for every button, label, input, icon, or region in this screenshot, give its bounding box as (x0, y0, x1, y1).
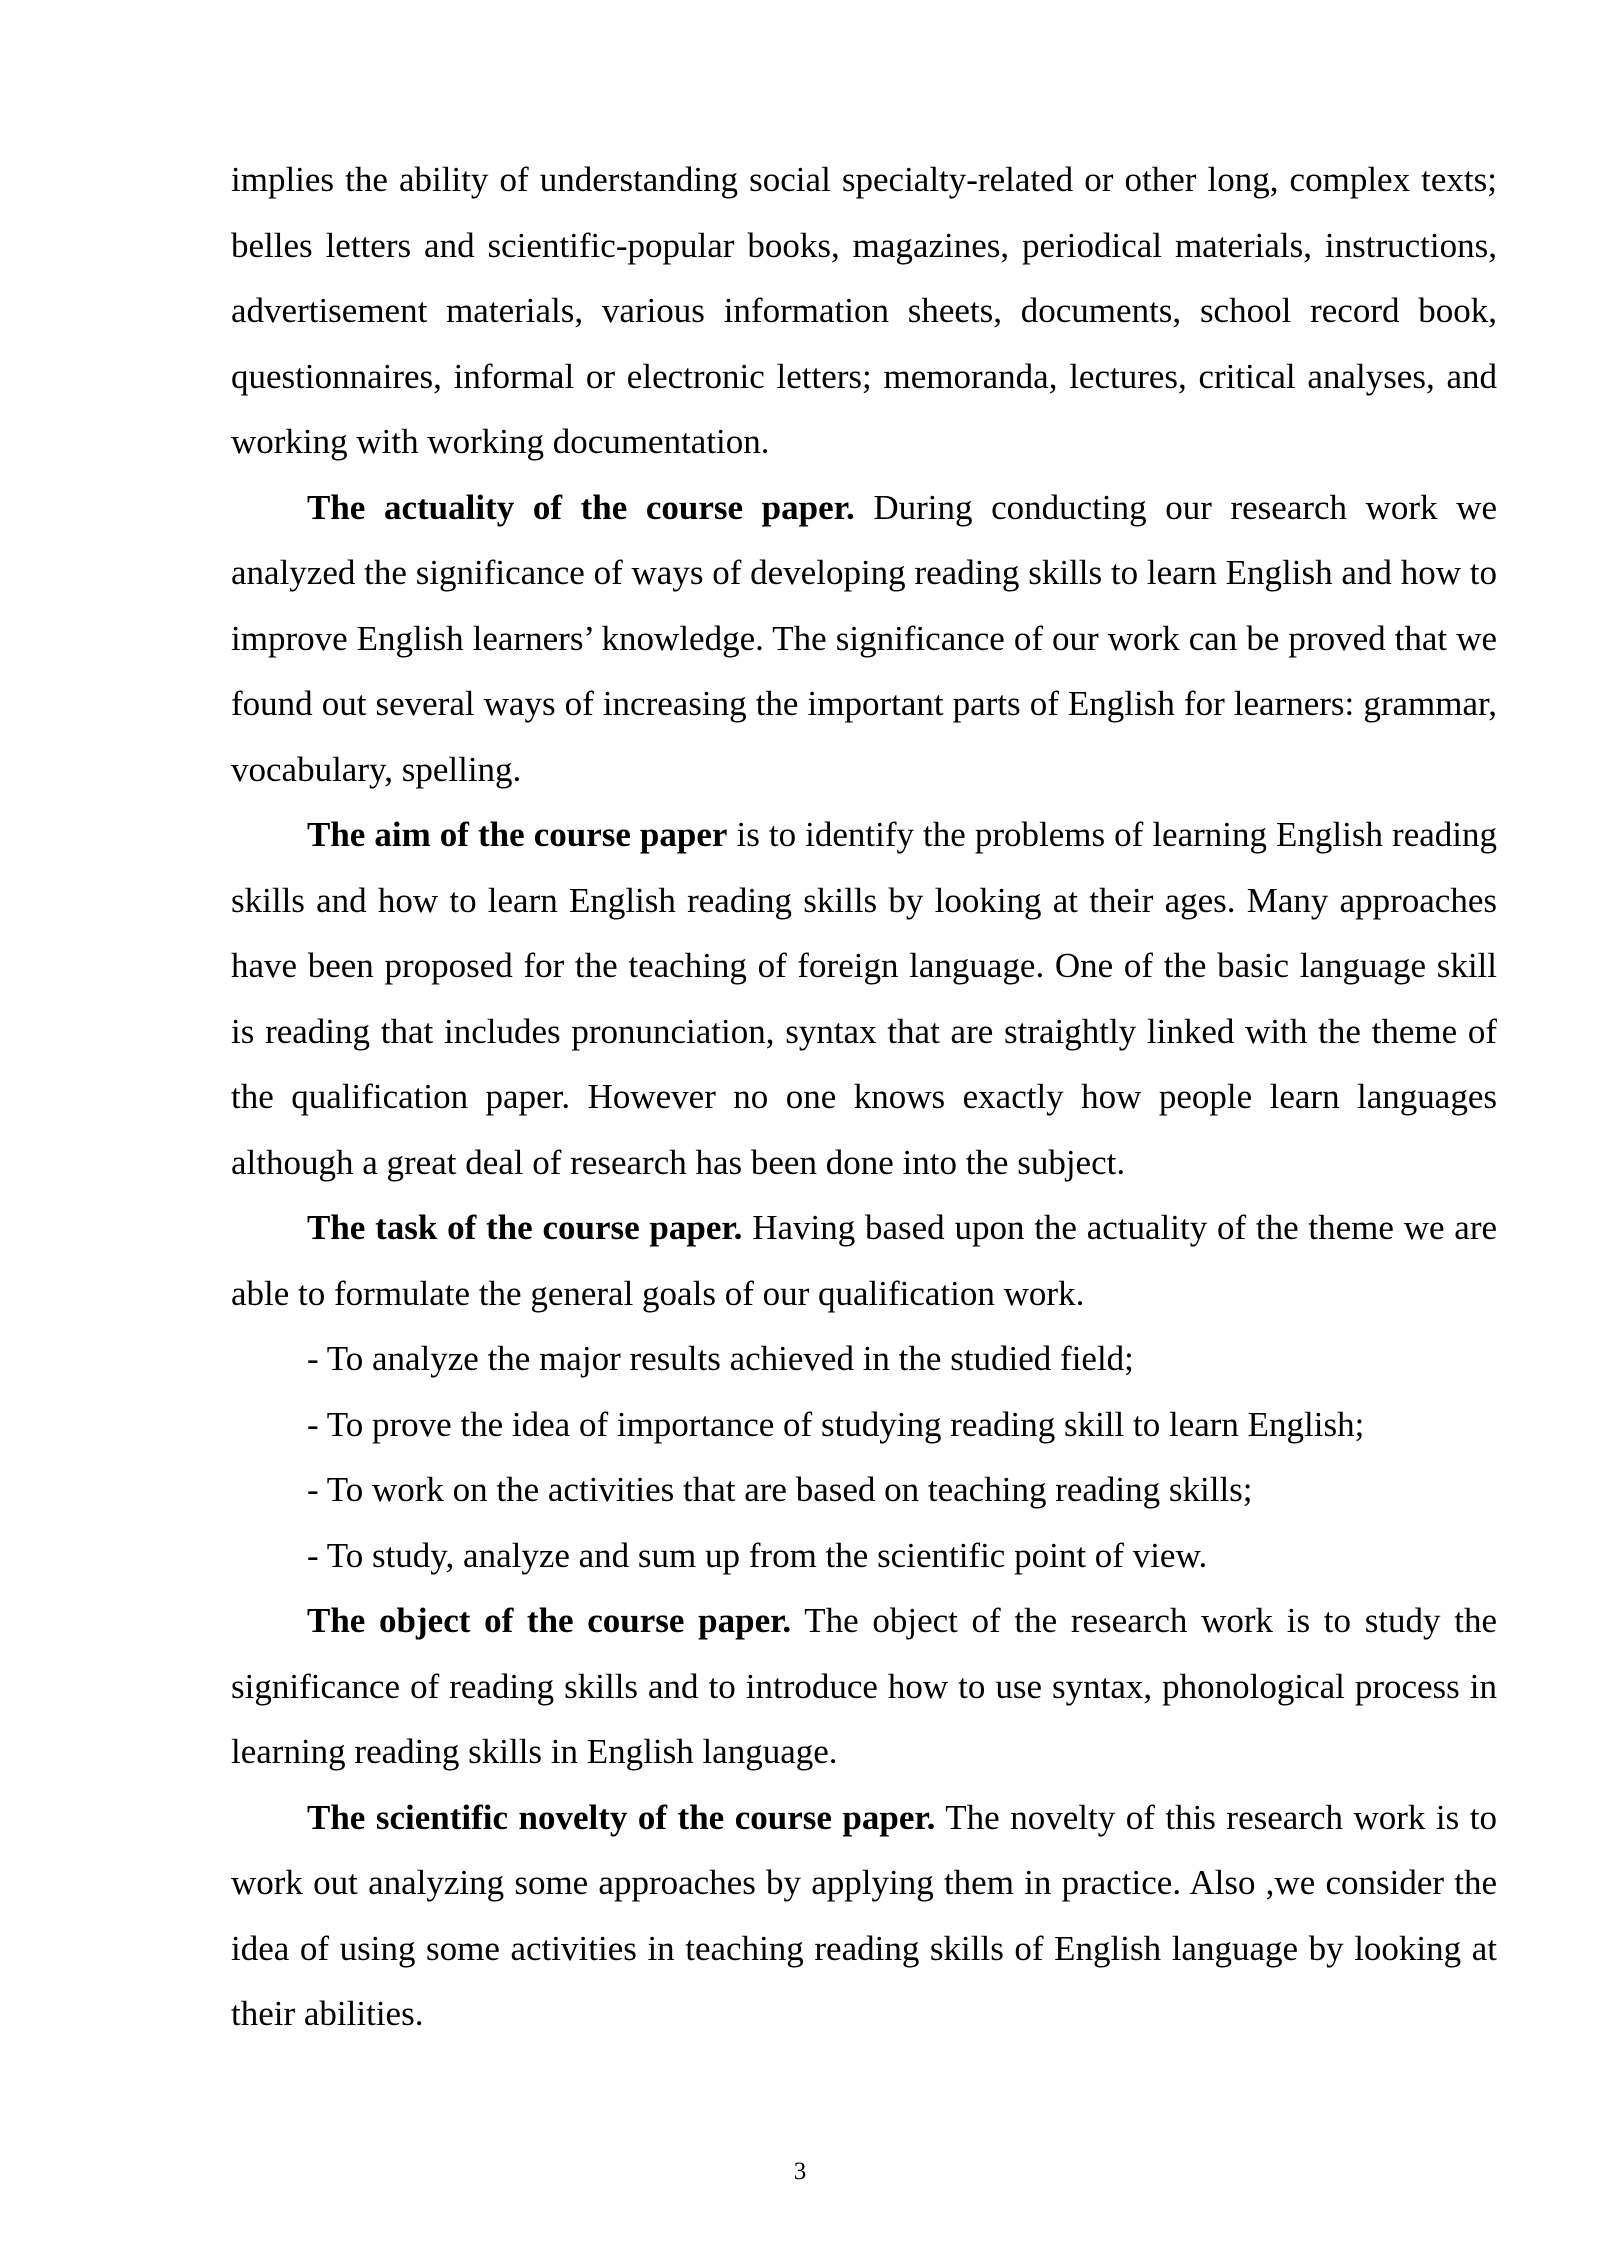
list-item: - To work on the activities that are based on teaching reading skills; (307, 1470, 1253, 1509)
task-list (231, 1326, 1497, 1588)
paragraph-aim (231, 802, 1497, 1195)
paragraph-heading: The aim of the course paper (307, 815, 728, 854)
paragraph-task (231, 1195, 1497, 1326)
list-item: - To prove the idea of importance of studying reading skill to learn English; (307, 1404, 1365, 1444)
paragraph-text: The object of the research work is to study the significance of reading skills and to introduce how to use syntax, phonological process in learning reading skills in English language. (231, 1601, 1497, 1771)
paragraph-text: During conducting our research work we analyzed the significance of ways of developing reading skills to learn English and how to improve English learners’ knowledge. The significance of our work can be proved that we found out several ways of increasing the important parts of English for learners: grammar, vocabulary, spelling. (231, 487, 1497, 789)
paragraph-text: The novelty of this research work is to work out analyzing some approaches by applying them in practice. Also ,we consider the idea of using some activities in teaching reading skills of English language by looking at their abilities. (231, 1797, 1497, 2033)
paragraph-text: is to identify the problems of learning English reading skills and how to learn English reading skills by looking at their ages. Many approaches have been proposed for the teaching of foreign language. One of the basic language skill is reading that includes pronunciation, syntax that are straightly linked with the theme of the qualification paper. However no one knows exactly how people learn languages although a great deal of research has been done into the subject. (231, 815, 1497, 1182)
list-item: - To study, analyze and sum up from the scientific point of view. (307, 1535, 1208, 1575)
document-page (231, 147, 1497, 2047)
paragraph-heading: The scientific novelty of the course paper. (307, 1797, 936, 1837)
paragraph-intro (231, 147, 1497, 475)
paragraph-novelty (231, 1785, 1497, 2047)
paragraph-text: Having based upon the actuality of the theme we are able to formulate the general goals of our qualification work. (231, 1208, 1498, 1313)
paragraph-heading: The actuality of the course paper. (307, 487, 855, 527)
paragraph-actuality (231, 475, 1497, 803)
page-number: 3 (793, 2158, 807, 2185)
paragraph-text: implies the ability of understanding social specialty-related or other long, complex texts; belles letters and scientific-popular books, magazines, periodical materials, instructions, advertisement materials, various information sheets, documents, school record book, questionnaires, informal or electronic letters; memoranda, lectures, critical analyses, and working with working documentation. (231, 160, 1497, 461)
paragraph-heading: The task of the course paper. (307, 1208, 743, 1247)
paragraph-heading: The object of the course paper. (307, 1601, 792, 1640)
list-item: - To analyze the major results achieved in the studied field; (307, 1339, 1134, 1378)
paragraph-object (231, 1588, 1497, 1785)
